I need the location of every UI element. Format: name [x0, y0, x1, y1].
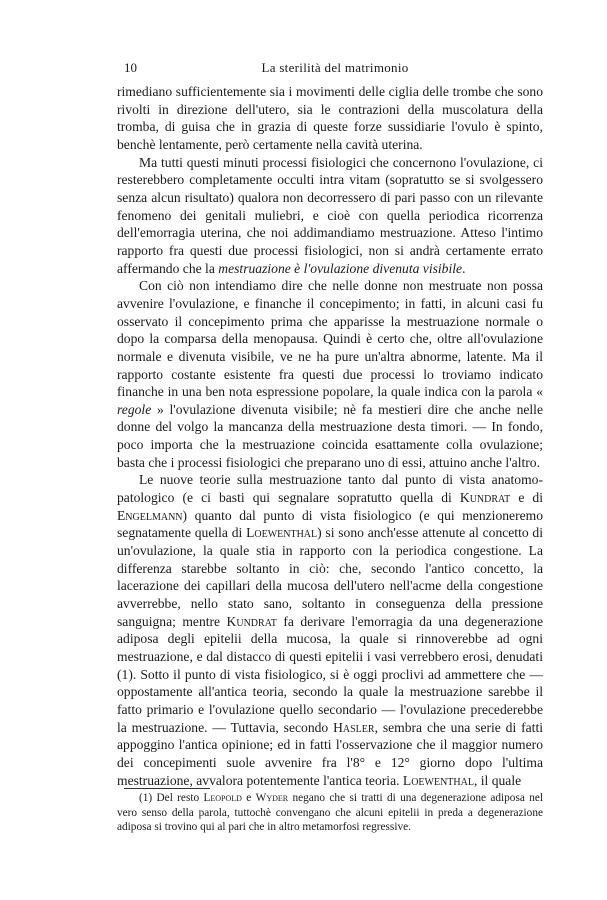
author-name: Loewenthal	[246, 525, 318, 541]
author-name: Leopold	[203, 792, 242, 804]
page-number: 10	[124, 60, 137, 75]
running-title: La sterilità del matrimonio	[261, 60, 409, 75]
footnote-separator	[124, 788, 210, 789]
paragraph-4: Le nuove teorie sulla mestruazione tanto dal punto di vista anatomo-patologico (e ci basti qui segnalare sopratutto quella di Kundrat e di Engelmann) quanto dal punto di vista fisiologico (e qui menzioneremo segnatamente quella di Loewenthal) si sono anch'esse attenute al concetto di un'ovulazione, la quale stia in rapporto con la periodica congestione. La differenza starebbe soltanto in ciò: che, secondo l'antico concetto, la lacerazione dei capillari della mucosa dell'utero nell'acme della congestione avverrebbe, nello stato sano, soltanto in conseguenza della pressione sanguigna; mentre Kundrat fa derivare l'emorragia da una degenerazione adiposa degli epitelii della mucosa, la quale si rinnoverebbe ad ogni mestruazione, e dal distacco di questi epitelii i vasi verrebbero erosi, denudati (1). Sotto il punto di vista fisiologico, si è oggi proclivi ad ammettere che — oppostamente all'antica teoria, secondo la quale la mestruazione sarebbe il fatto primario e l'ovulazione quello secondario — l'ovulazione precederebbe la mestruazione. — Tuttavia, secondo Hasler, sembra che una serie di fatti appoggino l'antica opinione; ed in fatti l'osservazione che il maggior numero dei concepimenti suole avvenire fra l'8° e 12° giorno dopo l'ultima mestruazione, avvalora potentemente l'antica teoria. Loewenthal, il quale	[117, 472, 543, 788]
author-name: Kundrat	[226, 613, 277, 629]
author-name: Kundrat	[459, 490, 511, 506]
paragraph-3: Con ciò non intendiamo dire che nelle donne non mestruate non possa avvenire l'ovulazione, e finanche il concepimento; in fatti, in alcuni casi fu osservato il concepimento prima che apparisse la mestruazione normale o dopo la comparsa della menopausa. Quindi è certo che, oltre all'ovulazione normale e divenuta visibile, ve ne ha pure un'altra abnorme, latente. Ma il rapporto costante esistente fra questi due processi lo troviamo indicato finanche in una ben nota espressione popolare, la quale indica con la parola « regole » l'ovulazione divenuta visibile; nè fa mestieri dire che anche nelle donne del volgo la mancanza della mestruazione desta timori. — In fondo, poco importa che la mestruazione coincida esattamente colla ovulazione; basta che i processi fisiologici che preparano uno di essi, attuino anche l'altro.	[117, 278, 543, 470]
emphasis: mestruazione è l'ovulazione divenuta visibile	[218, 260, 463, 276]
author-name: Loewenthal	[402, 772, 474, 788]
emphasis: regole	[117, 401, 152, 417]
main-text	[117, 83, 543, 789]
page-header	[120, 60, 550, 82]
paragraph-2: Ma tutti questi minuti processi fisiologici che concernono l'ovulazione, ci resterebbero completamente occulti intra vitam (sopratutto se si svolgessero senza alcun risultato) qualora non decorressero di pari passo con un rilevante fenomeno dei genitali muliebri, e cioè con quella periodica ricorrenza dell'emorragia uterina, che noi addimandiamo mestruazione. Atteso l'intimo rapporto fra questi due processi fisiologici, non si andrà certamente errato affermando che la mestruazione è l'ovulazione divenuta visibile.	[117, 154, 543, 276]
author-name: Hasler	[333, 719, 375, 735]
author-name: Wyder	[255, 792, 289, 804]
footnote-text: (1) Del resto Leopold e Wyder negano che si tratti di una degenerazione adiposa nel vero senso della parola, tuttochè convengano che alcuni epitelii in preda a degenerazione adiposa si trovino qui al pari che in altro metamorfosi regressive.	[117, 792, 543, 834]
footnote	[117, 791, 543, 835]
author-name: Engelmann	[117, 507, 183, 523]
paragraph-1: rimediano sufficientemente sia i movimenti delle ciglia delle trombe che sono rivolti in direzione dell'utero, sia le contrazioni della muscolatura della tromba, di guisa che in grazia di queste forze sussidiarie l'ovulo è spinto, benchè lentamente, però certamente nella cavità uterina.	[117, 84, 543, 152]
